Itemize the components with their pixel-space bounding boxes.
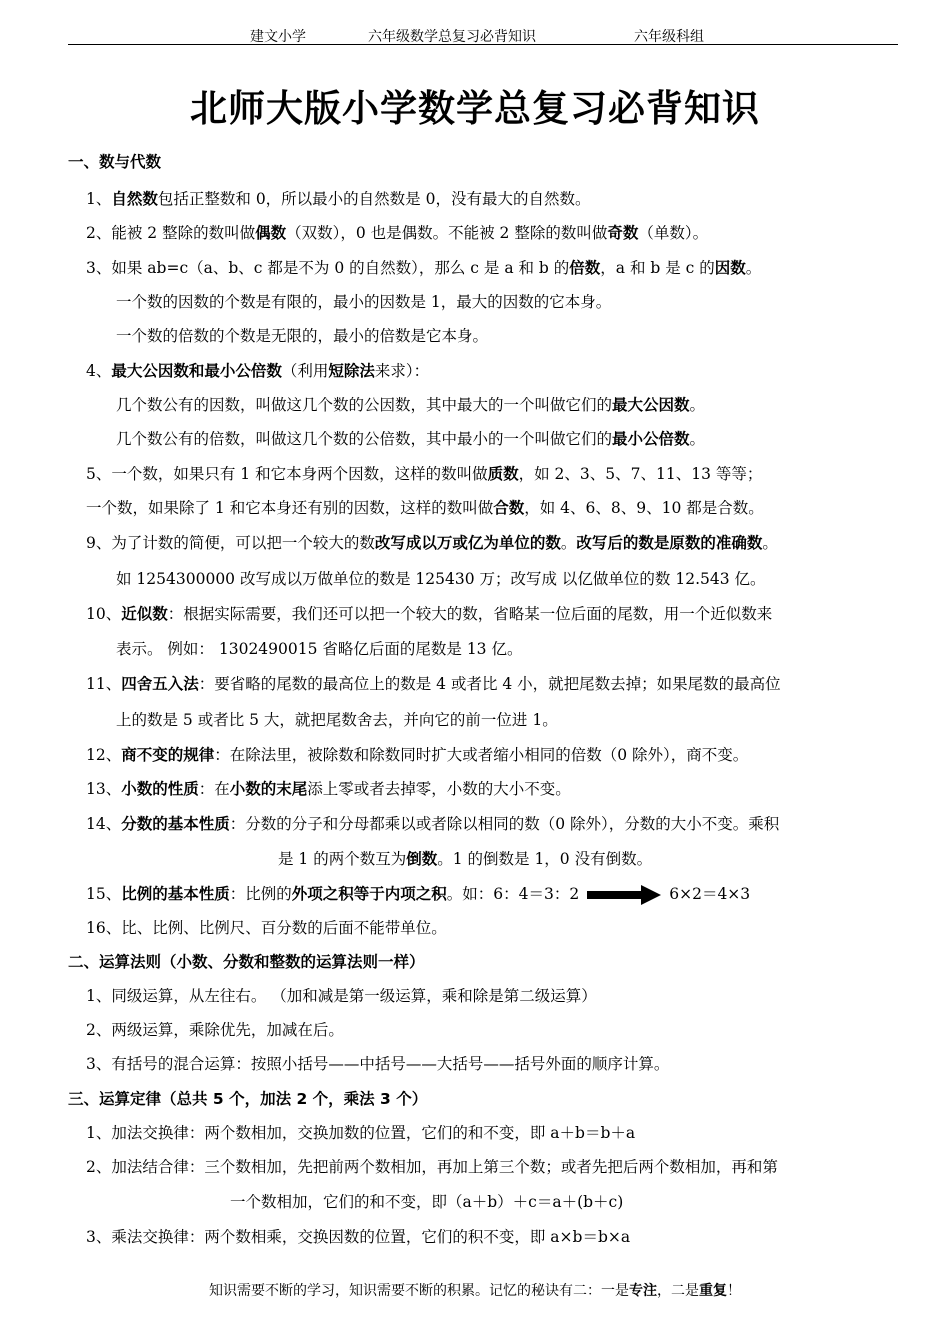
header-group: 六年级科组 [634,29,704,45]
text-line: 3、有括号的混合运算：按照小括号——中括号——大括号——括号外面的顺序计算。 [86,1055,670,1073]
text-line: 15、比例的基本性质：比例的外项之积等于内项之积。如：6：4＝3：2 6×2＝4×3 [86,885,751,903]
text-line: 16、比、比例、比例尺、百分数的后面不能带单位。 [86,919,447,937]
text-line: 11、四舍五入法：要省略的尾数的最高位上的数是 4 或者比 4 小，就把尾数去掉；如果尾数的最高位 [86,675,781,693]
text-line: 2、加法结合律：三个数相加，先把前两个数相加，再加上第三个数；或者先把后两个数相加，再和第 [86,1158,778,1176]
text-line: 一个数的倍数的个数是无限的，最小的倍数是它本身。 [116,327,489,345]
section-heading: 三、运算定律（总共 5 个，加法 2 个，乘法 3 个） [68,1090,428,1108]
text-line: 1、加法交换律：两个数相加，交换加数的位置，它们的和不变，即 a＋b＝b＋a [86,1124,636,1142]
text-line: 13、小数的性质：在小数的末尾添上零或者去掉零，小数的大小不变。 [86,780,571,798]
text-line: 2、能被 2 整除的数叫做偶数（双数），0 也是偶数。不能被 2 整除的数叫做奇数（单数）。 [86,224,709,242]
text-line: 3、如果 ab=c（a、b、c 都是不为 0 的自然数），那么 c 是 a 和 b 的倍数，a 和 b 是 c 的因数。 [86,259,762,277]
section-heading: 一、数与代数 [68,153,162,171]
page-title: 北师大版小学数学总复习必背知识 [190,87,760,130]
text-line: 12、商不变的规律：在除法里，被除数和除数同时扩大或者缩小相同的倍数（0 除外），商不变。 [86,746,749,764]
text-line: 10、近似数：根据实际需要，我们还可以把一个较大的数，省略某一位后面的尾数，用一个近似数来 [86,605,773,623]
text-line: 2、两级运算，乘除优先，加减在后。 [86,1021,344,1039]
header-school: 建文小学 [250,29,306,45]
text-line: 如 1254300000 改写成以万做单位的数是 125430 万；改写成 以亿做单位的数 12.543 亿。 [116,570,766,588]
text-line: 1、自然数包括正整数和 0，所以最小的自然数是 0，没有最大的自然数。 [86,190,591,208]
text-line: 表示。 例如： 1302490015 省略亿后面的尾数是 13 亿。 [116,640,523,658]
text-line: 几个数公有的因数，叫做这几个数的公因数，其中最大的一个叫做它们的最大公因数。 [116,396,706,414]
text-line: 3、乘法交换律：两个数相乘，交换因数的位置，它们的积不变，即 a×b＝b×a [86,1228,631,1246]
text-line: 4、最大公因数和最小公倍数（利用短除法来求）： [86,362,430,380]
text-line: 上的数是 5 或者比 5 大，就把尾数舍去，并向它的前一位进 1。 [116,711,558,729]
text-line: 5、一个数，如果只有 1 和它本身两个因数，这样的数叫做质数，如 2、3、5、7、11、13 等等； [86,465,763,483]
text-line: 一个数相加，它们的和不变，即（a＋b）＋c＝a＋(b＋c) [230,1193,624,1211]
text-line: 一个数的因数的个数是有限的，最小的因数是 1，最大的因数的它本身。 [116,293,612,311]
header-doc-title: 六年级数学总复习必背知识 [368,29,536,45]
text-line: 一个数，如果除了 1 和它本身还有别的因数，这样的数叫做合数，如 4、6、8、9、10 都是合数。 [86,499,764,517]
page-header [68,24,898,45]
text-line: 14、分数的基本性质：分数的分子和分母都乘以或者除以相同的数（0 除外），分数的大小不变。乘积 [86,815,780,833]
page-footer: 知识需要不断的学习，知识需要不断的积累。记忆的秘诀有二：一是专注，二是重复！ [209,1283,741,1299]
section-heading: 二、运算法则（小数、分数和整数的运算法则一样） [68,953,425,971]
text-line: 1、同级运算，从左往右。 （加和减是第一级运算，乘和除是第二级运算） [86,987,597,1005]
text-line: 几个数公有的倍数，叫做这几个数的公倍数，其中最小的一个叫做它们的最小公倍数。 [116,430,706,448]
right-arrow-icon [587,885,661,905]
text-line: 是 1 的两个数互为倒数。1 的倒数是 1，0 没有倒数。 [278,850,653,868]
text-line: 9、为了计数的简便，可以把一个较大的数改写成以万或亿为单位的数。改写后的数是原数的准确数。 [86,534,778,552]
